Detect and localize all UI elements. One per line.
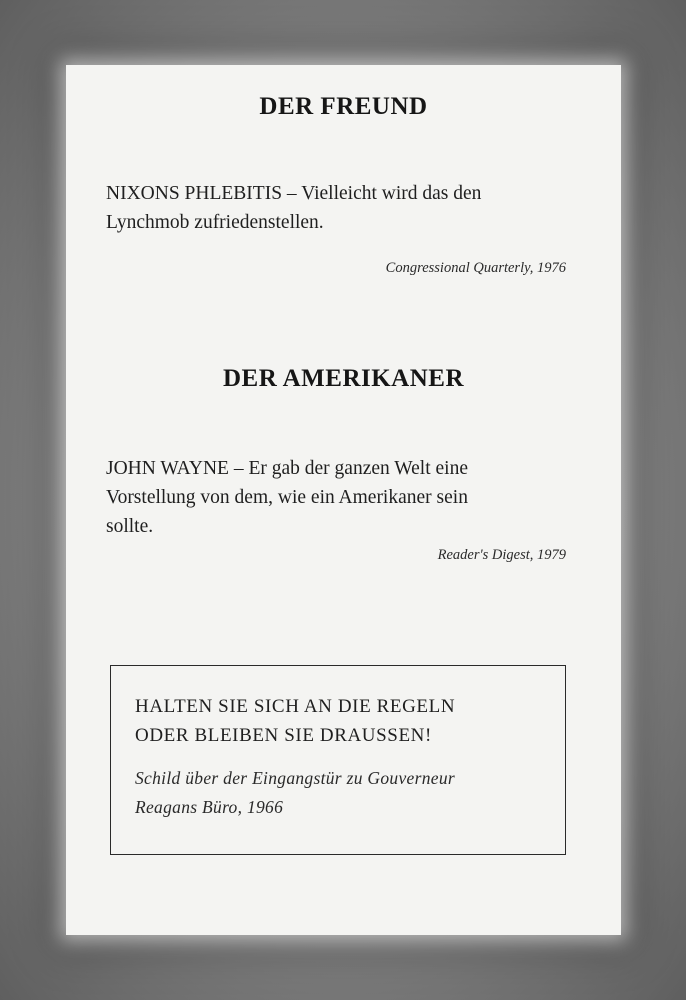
entry-line: Lynchmob zufriedenstellen. xyxy=(106,212,324,233)
entry-line: JOHN WAYNE – Er gab der ganzen Welt eine xyxy=(106,458,468,479)
entry-john-wayne xyxy=(106,454,576,541)
notice-box xyxy=(110,665,566,855)
section-heading-der-freund: DER FREUND xyxy=(259,93,428,120)
entry-line: NIXONS PHLEBITIS – Vielleicht wird das den xyxy=(106,183,482,204)
entry-line: Vorstellung von dem, wie ein Amerikaner sein xyxy=(106,487,468,508)
section-heading-der-amerikaner: DER AMERIKANER xyxy=(222,365,465,392)
entry-source-readers-digest: Reader's Digest, 1979 xyxy=(437,547,566,563)
notice-line: ODER BLEIBEN SIE DRAUSSEN! xyxy=(135,725,432,746)
notice-caption-line: Reagans Büro, 1966 xyxy=(135,797,284,817)
notice-line: HALTEN SIE SICH AN DIE REGELN xyxy=(135,696,456,717)
entry-nixons-phlebitis xyxy=(106,179,576,237)
notice-caption-line: Schild über der Eingangstür zu Gouverneur xyxy=(135,768,455,788)
entry-line: sollte. xyxy=(106,516,154,537)
book-page xyxy=(66,65,621,935)
entry-source-congressional-quarterly: Congressional Quarterly, 1976 xyxy=(385,260,566,276)
